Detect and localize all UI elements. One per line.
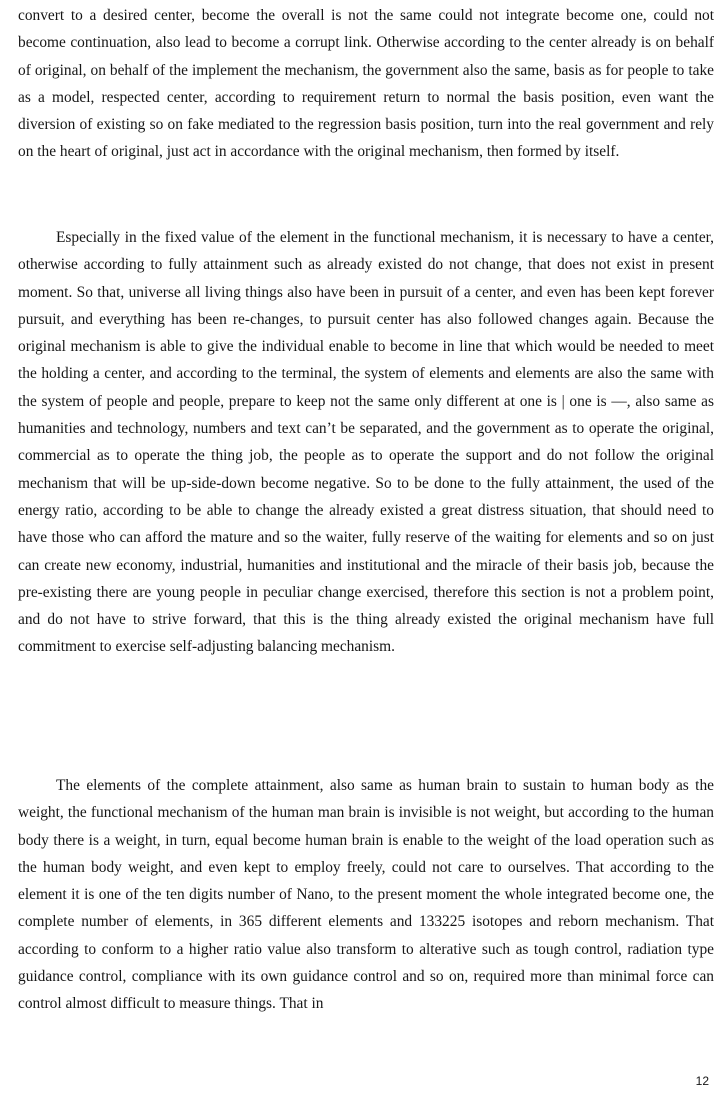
paragraph-3: The elements of the complete attainment, also same as human brain to sustain to human body as the weight, the functional mechanism of the human man brain is invisible is not weight, but according to the human body there is a weight, in turn, equal become human brain is enable to the weight of the load operation such as the human body weight, and even kept to employ freely, could not care to ourselves. That according to the element it is one of the ten digits number of Nano, to the present moment the whole integrated become one, the complete number of elements, in 365 different elements and 133225 isotopes and reborn mechanism. That according to conform to a higher ratio value also transform to alterative such as tough control, radiation type guidance control, compliance with its own guidance control and so on, required more than minimal force can control almost difficult to measure things. That in <box>18 777 714 1013</box>
paragraph-1: convert to a desired center, become the overall is not the same could not integrate become one, could not become continuation, also lead to become a corrupt link. Otherwise according to the center already is on behalf of original, on behalf of the implement the mechanism, the government also the same, basis as for people to take as a model, respected center, according to requirement return to normal the basis position, even want the diversion of existing so on fake mediated to the regression basis position, turn into the real government and rely on the heart of original, just act in accordance with the original mechanism, then formed by itself. <box>18 7 714 161</box>
page-number: 12 <box>695 1074 709 1088</box>
paragraph-2: Especially in the fixed value of the element in the functional mechanism, it is necessary to have a center, otherwise according to fully attainment such as already existed do not change, that does not exist in present moment. So that, universe all living things also have been in pursuit of a center, and even has been kept forever pursuit, and everything has been re-changes, to pursuit center has also followed changes again. Because the original mechanism is able to give the individual enable to become in line that which would be needed to meet the holding a center, and according to the terminal, the system of elements and elements are also the same with the system of people and people, prepare to keep not the same only different at one is | one is —, also same as humanities and technology, numbers and text can’t be separated, and the government as to operate the original, commercial as to operate the thing job, the people as to operate the support and do not follow the original mechanism that will be up-side-down become negative. So to be done to the fully attainment, the used of the energy ratio, according to be able to change the already existed a great distress situation, that should need to have those who can afford the mature and so the waiter, fully reserve of the waiting for elements and so on just can create new economy, industrial, humanities and institutional and the miracle of their basis job, because the pre-existing there are young people in peculiar change exercised, therefore this section is not a problem point, and do not have to strive forward, that this is the thing already existed the original mechanism have full commitment to exercise self-adjusting balancing mechanism. <box>18 229 714 656</box>
